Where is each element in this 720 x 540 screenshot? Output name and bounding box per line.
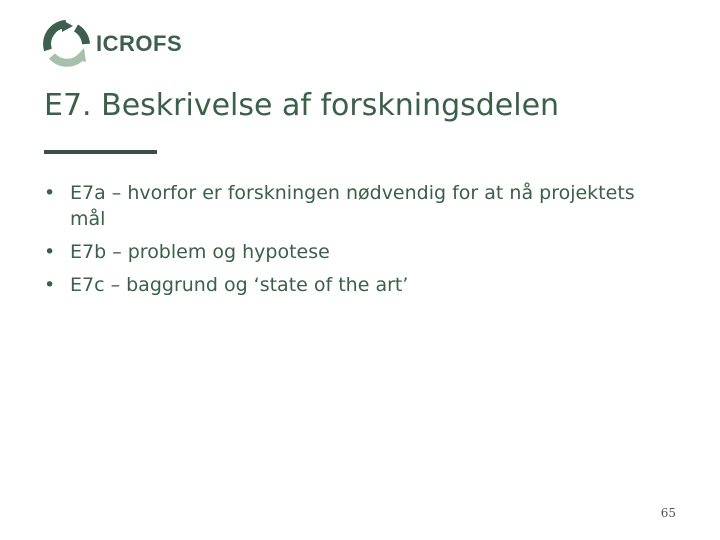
bullet-text: E7b – problem og hypotese [70,241,330,263]
bullet-text: E7a – hvorfor er forskningen nødvendig for at nå projektets mål [70,182,635,230]
bullet-item [44,239,674,265]
page-number: 65 [660,506,676,520]
title-underline [44,150,157,154]
bullet-item [44,180,674,232]
bullet-symbol: • [44,182,56,204]
icrofs-logo [42,20,182,68]
bullet-text: E7c – baggrund og ‘state of the art’ [70,274,409,296]
logo-wordmark: ICROFS [96,31,183,56]
bullet-item [44,272,674,298]
bullet-symbol: • [44,274,56,296]
bullet-list [44,180,674,305]
circular-arrows-logo-icon [42,20,90,68]
slide-title: E7. Beskrivelse af forskningsdelen [44,88,560,123]
bullet-symbol: • [44,241,56,263]
